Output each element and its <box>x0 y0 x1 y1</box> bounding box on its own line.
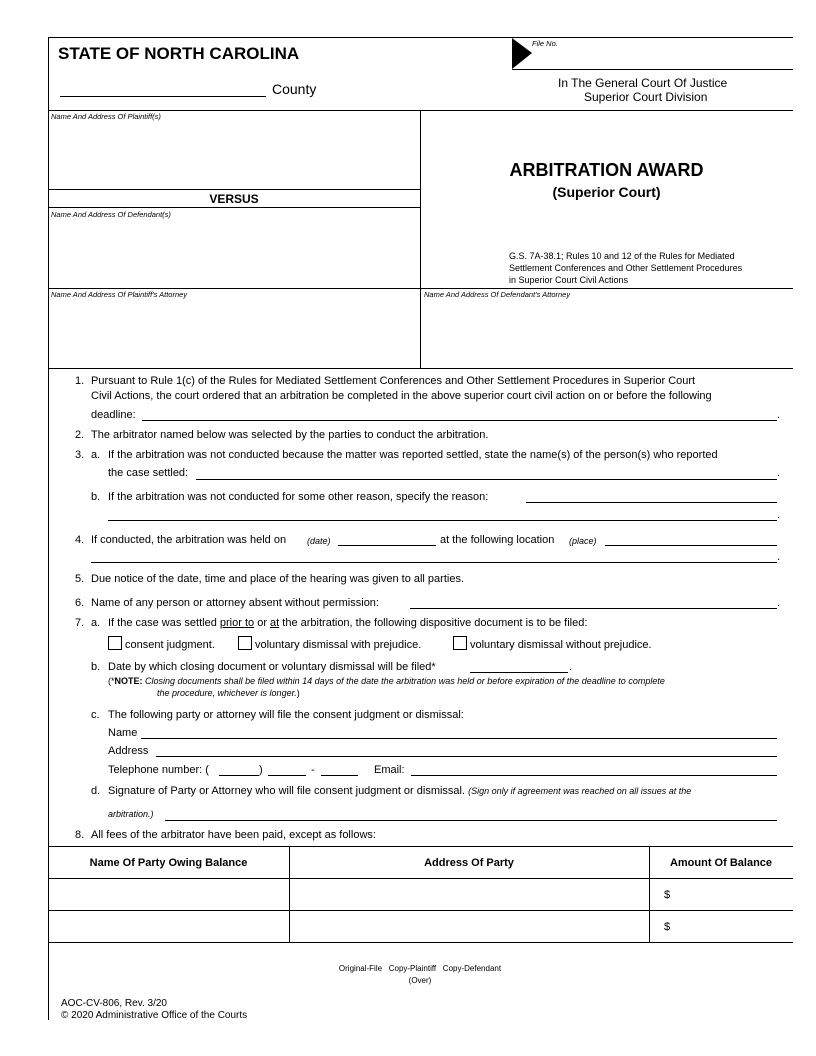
county-blank[interactable] <box>60 96 266 97</box>
item-3a-names-field[interactable] <box>196 479 777 480</box>
item-1-deadline-field[interactable] <box>142 420 777 421</box>
item-7b-date-field[interactable] <box>470 672 568 673</box>
statute-line-3: in Superior Court Civil Actions <box>509 275 629 285</box>
table-header-address: Address Of Party <box>424 857 514 869</box>
defendant-field[interactable] <box>50 220 418 286</box>
consent-judgment-label: consent judgment. <box>125 639 215 651</box>
item-7c-email-field[interactable] <box>411 775 777 776</box>
phone-paren-close: ) <box>259 764 263 776</box>
item-3b-reason-field-1[interactable] <box>526 502 777 503</box>
item-7c-name-field[interactable] <box>141 738 777 739</box>
item-4-place-field-2[interactable] <box>91 562 777 563</box>
parties-bottom-line <box>48 368 793 369</box>
item-7c-email-label: Email: <box>374 764 405 776</box>
court-line-2: Superior Court Division <box>584 90 708 104</box>
item-2-number: 2. <box>75 429 85 441</box>
court-line-1: In The General Court Of Justice <box>558 76 728 90</box>
table-bottom-line <box>48 942 793 943</box>
dismissal-with-prejudice-label: voluntary dismissal with prejudice. <box>255 639 422 651</box>
phone-prefix-field[interactable] <box>268 775 306 776</box>
item-5-text: Due notice of the date, time and place of the hearing was given to all parties. <box>91 573 465 585</box>
form-title: ARBITRATION AWARD <box>509 160 704 180</box>
item-1-period: . <box>777 409 781 421</box>
item-8-text: All fees of the arbitrator have been paid, except as follows: <box>91 829 376 841</box>
item-7b-letter: b. <box>91 661 101 673</box>
plaintiff-label: Name And Address Of Plaintiff(s) <box>51 112 161 121</box>
dismissal-with-prejudice-checkbox[interactable] <box>238 636 252 650</box>
item-3b-reason-field-2[interactable] <box>108 520 777 521</box>
item-3a-line-2: the case settled: <box>108 467 189 479</box>
table-row <box>48 879 793 910</box>
form-number: AOC-CV-806, Rev. 3/20 <box>61 998 167 1009</box>
phone-area-code-field[interactable] <box>219 775 259 776</box>
item-5-number: 5. <box>75 573 85 585</box>
item-4-number: 4. <box>75 534 85 546</box>
dismissal-without-prejudice-checkbox[interactable] <box>453 636 467 650</box>
table-row <box>48 911 793 942</box>
item-7c-name-label: Name <box>108 727 138 739</box>
plaintiff-attorney-label: Name And Address Of Plaintiff's Attorney <box>51 290 188 299</box>
item-7d-text-line-2: arbitration.) <box>108 809 154 819</box>
item-7c-letter: c. <box>91 709 100 721</box>
item-7d-letter: d. <box>91 785 101 797</box>
option-consent-judgment[interactable] <box>108 636 215 651</box>
item-4-place-field-1[interactable] <box>605 545 777 546</box>
item-1-deadline-label: deadline: <box>91 409 136 421</box>
statute-line-2: Settlement Conferences and Other Settlement Procedures <box>509 263 743 273</box>
plaintiff-attorney-field[interactable] <box>50 300 418 366</box>
left-border <box>48 37 49 1020</box>
item-3a-line-1: If the arbitration was not conducted because the matter was reported settled, state the name(s) of the person(s) who reported <box>108 449 718 461</box>
phone-dash: - <box>311 764 315 776</box>
defendant-attorney-field[interactable] <box>423 300 791 366</box>
item-7c-address-field[interactable] <box>156 756 777 757</box>
copy-distribution: Original-File Copy-Plaintiff Copy-Defendant <box>338 964 502 973</box>
defendant-attorney-label: Name And Address Of Defendant's Attorney <box>424 290 571 299</box>
consent-judgment-checkbox[interactable] <box>108 636 122 650</box>
item-3b-letter: b. <box>91 491 101 503</box>
parties-divider <box>420 110 421 368</box>
item-7b-note-line-2: the procedure, whichever is longer.) <box>157 688 300 698</box>
copyright: © 2020 Administrative Office of the Courts <box>61 1010 248 1021</box>
top-border <box>48 37 793 38</box>
item-7b-period: . <box>569 661 573 673</box>
item-7b-text: Date by which closing document or voluntary dismissal will be filed* <box>108 661 436 673</box>
item-4-text-b: at the following location <box>440 534 555 546</box>
attorney-top-line <box>48 288 793 289</box>
option-dismissal-with-prejudice[interactable] <box>238 636 421 651</box>
dismissal-without-prejudice-label: voluntary dismissal without prejudice. <box>470 639 652 651</box>
item-1-line-1: Pursuant to Rule 1(c) of the Rules for Mediated Settlement Conferences and Other Settlement Procedures in Superior Court <box>91 375 696 387</box>
item-4-text-a: If conducted, the arbitration was held on <box>91 534 287 546</box>
item-7-number: 7. <box>75 617 85 629</box>
item-1-number: 1. <box>75 375 85 387</box>
file-no-label: File No. <box>532 39 558 48</box>
table-top-line <box>48 846 793 847</box>
item-7a-letter: a. <box>91 617 101 629</box>
file-no-arrow-icon <box>512 38 534 70</box>
table-header-amount: Amount Of Balance <box>669 857 773 869</box>
item-6-text: Name of any person or attorney absent without permission: <box>91 597 379 609</box>
item-6-number: 6. <box>75 597 85 609</box>
phone-line-field[interactable] <box>321 775 358 776</box>
item-7a-text: If the case was settled prior to or at the arbitration, the following dispositive document is to be filed: <box>108 617 588 629</box>
item-3b-text: If the arbitration was not conducted for some other reason, specify the reason: <box>108 491 489 503</box>
defendant-label: Name And Address Of Defendant(s) <box>51 210 171 219</box>
item-3a-letter: a. <box>91 449 101 461</box>
versus-label: VERSUS <box>209 192 259 206</box>
item-3-number: 3. <box>75 449 85 461</box>
item-4-place-hint: (place) <box>569 536 597 546</box>
item-8-number: 8. <box>75 829 85 841</box>
item-7c-text: The following party or attorney will file the consent judgment or dismissal: <box>108 709 464 721</box>
item-3a-period: . <box>777 467 781 479</box>
item-6-absent-field[interactable] <box>410 608 777 609</box>
state-title: STATE OF NORTH CAROLINA <box>58 44 300 63</box>
table-header-name: Name Of Party Owing Balance <box>89 857 248 869</box>
item-4-date-field[interactable] <box>338 545 436 546</box>
statute-line-1: G.S. 7A-38.1; Rules 10 and 12 of the Rules for Mediated <box>509 251 735 261</box>
item-7d-text: Signature of Party or Attorney who will file consent judgment or dismissal. (Sign only if agreement was reached on all issues at the <box>108 785 692 797</box>
row-1-amount-cell[interactable]: $ <box>664 889 671 901</box>
versus-top-line <box>48 189 420 190</box>
versus-bottom-line <box>48 207 420 208</box>
item-7d-signature-field[interactable] <box>165 820 777 821</box>
item-6-period: . <box>777 597 781 609</box>
item-3b-period: . <box>777 509 781 521</box>
item-4-period: . <box>777 551 781 563</box>
item-1-line-2: Civil Actions, the court ordered that an arbitration be completed in the above superior court civil action on or before the following <box>91 390 712 402</box>
option-dismissal-without-prejudice[interactable] <box>453 636 652 651</box>
item-7b-note: (*NOTE: Closing documents shall be filed within 14 days of the date the arbitration was held or before expiration of the deadline to complete <box>108 676 665 686</box>
file-no-line[interactable] <box>512 69 793 70</box>
county-label: County <box>272 81 317 97</box>
form-subtitle: (Superior Court) <box>552 184 661 200</box>
over-label: (Over) <box>408 976 432 985</box>
item-4-date-hint: (date) <box>307 536 331 546</box>
item-7c-phone-label: Telephone number: ( <box>108 764 209 776</box>
item-7c-address-label: Address <box>108 745 149 757</box>
item-2-text: The arbitrator named below was selected by the parties to conduct the arbitration. <box>91 429 489 441</box>
row-2-amount-cell[interactable]: $ <box>664 921 671 933</box>
plaintiff-field[interactable] <box>50 122 418 188</box>
